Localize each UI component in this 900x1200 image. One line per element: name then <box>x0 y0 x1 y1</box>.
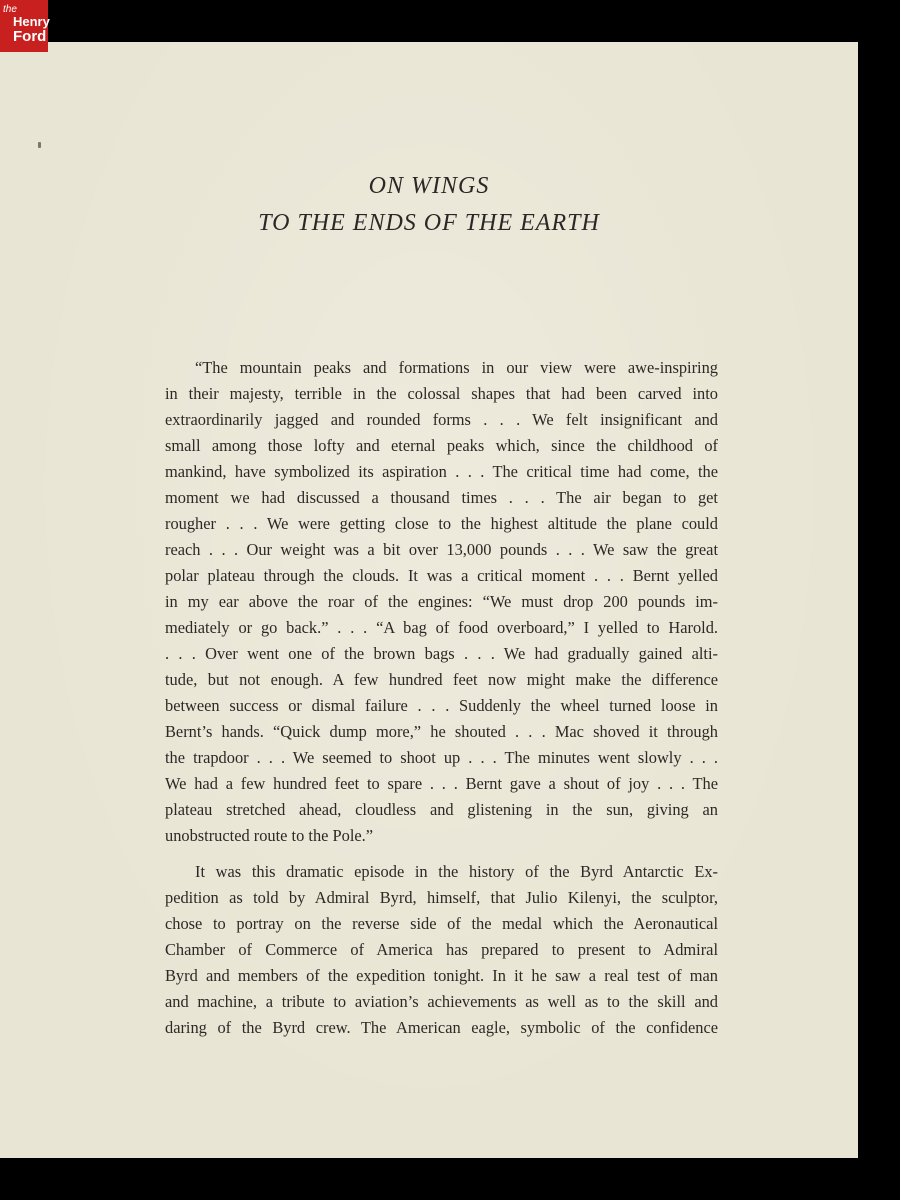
henry-ford-logo <box>0 0 48 52</box>
text-line: small among those lofty and eternal peaks which, since the childhood of <box>165 436 718 455</box>
text-line: extraordinarily jagged and rounded forms . . . We felt insignificant and <box>165 410 718 429</box>
text-line: in their majesty, terrible in the colossal shapes that had been carved into <box>165 384 718 403</box>
text-line: It was this dramatic episode in the history of the Byrd Antarctic Ex- <box>195 862 718 881</box>
text-line: moment we had discussed a thousand times . . . The air began to get <box>165 488 718 507</box>
quote-paragraph <box>165 355 718 849</box>
body-paragraph <box>165 859 718 1041</box>
text-line: the trapdoor . . . We seemed to shoot up . . . The minutes went slowly . . . <box>165 748 718 767</box>
text-line: Chamber of Commerce of America has prepared to present to Admiral <box>165 940 718 959</box>
text-line: Bernt’s hands. “Quick dump more,” he shouted . . . Mac shoved it through <box>165 722 718 741</box>
text-line: mankind, have symbolized its aspiration . . . The critical time had come, the <box>165 462 718 481</box>
text-line: . . . Over went one of the brown bags . . . We had gradually gained alti- <box>165 644 718 663</box>
logo-ford: Ford <box>13 28 47 45</box>
text-line: reach . . . Our weight was a bit over 13,000 pounds . . . We saw the great <box>165 540 718 559</box>
text-line: Byrd and members of the expedition tonight. In it he saw a real test of man <box>165 966 718 985</box>
text-line: and machine, a tribute to aviation’s achievements as well as to the skill and <box>165 992 718 1011</box>
logo-henry: Henry <box>13 14 50 29</box>
text-line: tude, but not enough. A few hundred feet now might make the difference <box>165 670 718 689</box>
text-line: “The mountain peaks and formations in our view were awe-inspiring <box>195 358 718 377</box>
title-line-2: TO THE ENDS OF THE EARTH <box>258 210 600 236</box>
text-line: plateau stretched ahead, cloudless and glistening in the sun, giving an <box>165 800 718 819</box>
text-line: We had a few hundred feet to spare . . . Bernt gave a shout of joy . . . The <box>165 774 718 793</box>
text-line: pedition as told by Admiral Byrd, himself, that Julio Kilenyi, the sculptor, <box>165 888 718 907</box>
text-line: polar plateau through the clouds. It was a critical moment . . . Bernt yelled <box>165 566 718 585</box>
document-page <box>0 42 858 1158</box>
title-line-1: ON WINGS <box>368 173 490 199</box>
text-line: between success or dismal failure . . . Suddenly the wheel turned loose in <box>165 696 718 715</box>
logo-the: the <box>3 4 17 15</box>
page-mark <box>38 142 41 148</box>
text-line: daring of the Byrd crew. The American eagle, symbolic of the confidence <box>165 1018 718 1037</box>
text-line: rougher . . . We were getting close to the highest altitude the plane could <box>165 514 718 533</box>
text-line: in my ear above the roar of the engines: “We must drop 200 pounds im- <box>165 592 718 611</box>
page-title <box>0 168 858 242</box>
text-line: chose to portray on the reverse side of the medal which the Aeronautical <box>165 914 718 933</box>
text-line: unobstructed route to the Pole.” <box>165 826 374 845</box>
text-line: mediately or go back.” . . . “A bag of food overboard,” I yelled to Harold. <box>165 618 718 637</box>
